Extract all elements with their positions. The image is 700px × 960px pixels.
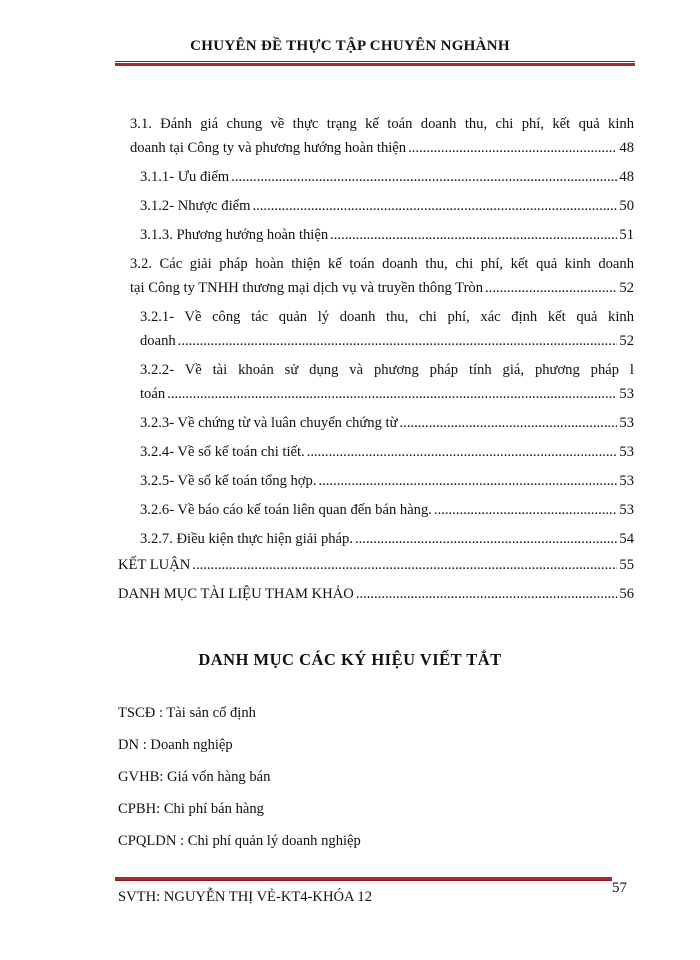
toc-entry-tai-lieu[interactable] — [118, 582, 634, 606]
toc-entry-3-2-7[interactable] — [118, 527, 634, 551]
toc-leader-dots — [307, 440, 618, 464]
abbreviation-item: GVHB: Giá vốn hàng bán — [118, 769, 271, 785]
toc-entry-3-1-2[interactable] — [118, 194, 634, 218]
toc-entry-text: 3.2.3- Về chứng từ và luân chuyển chứng từ — [140, 415, 398, 431]
toc-page-number: 48 — [619, 169, 634, 185]
toc-entry-text: 3.2. Các giải pháp hoàn thiện kế toán doanh thu, chi phí, kết quả kinh doanh — [130, 256, 634, 272]
abbreviation-item: DN : Doanh nghiệp — [118, 737, 233, 753]
toc-entry-3-1[interactable] — [118, 112, 634, 160]
header-title: CHUYÊN ĐỀ THỰC TẬP CHUYÊN NGHÀNH — [190, 38, 510, 54]
footer-student: SVTH: NGUYỄN THỊ VẺ-KT4-KHÓA 12 — [118, 889, 373, 905]
abbreviation-item: CPBH: Chi phí bán hàng — [118, 801, 264, 817]
toc-page-number: 53 — [619, 502, 634, 518]
toc-entry-3-2-5[interactable] — [118, 469, 634, 493]
abbreviation-item: CPQLDN : Chi phí quản lý doanh nghiệp — [118, 833, 361, 849]
toc-leader-dots — [252, 194, 617, 218]
toc-leader-dots — [400, 411, 618, 435]
toc-page-number: 51 — [619, 227, 634, 243]
toc-entry-3-1-3[interactable] — [118, 223, 634, 247]
footer-rule — [115, 876, 612, 881]
toc-entry-text: 3.2.7. Điều kiện thực hiện giải pháp. — [140, 531, 353, 547]
toc-leader-dots — [408, 136, 617, 160]
toc-entry-text: 3.2.5- Về sổ kế toán tổng hợp. — [140, 473, 317, 489]
toc-page-number: 55 — [619, 557, 634, 573]
toc-leader-dots — [318, 469, 617, 493]
toc-entry-text: tại Công ty TNHH thương mại dịch vụ và truyền thông Tròn — [130, 280, 484, 296]
toc-page-number: 48 — [619, 140, 634, 156]
toc-entry-3-2-4[interactable] — [118, 440, 634, 464]
toc-entry-text: DANH MỤC TÀI LIỆU THAM KHẢO — [118, 586, 354, 602]
toc-leader-dots — [167, 382, 617, 406]
toc-leader-dots — [192, 553, 617, 577]
toc-entry-text: 3.2.6- Về báo cáo kế toán liên quan đến bán hàng. — [140, 502, 432, 518]
toc-page-number: 52 — [619, 280, 634, 296]
toc-entry-ket-luan[interactable] — [118, 553, 634, 577]
toc-entry-text: 3.1. Đánh giá chung về thực trạng kế toán doanh thu, chi phí, kết quả kinh — [130, 116, 634, 132]
toc-entry-3-2-6[interactable] — [118, 498, 634, 522]
toc-entry-text: 3.2.2- Về tài khoản sử dụng và phương pháp tính giá, phương pháp l — [140, 362, 634, 378]
toc-page-number: 50 — [619, 198, 634, 214]
toc-page-number: 53 — [619, 386, 634, 402]
toc-leader-dots — [434, 498, 617, 522]
toc-entry-3-2[interactable] — [118, 252, 634, 300]
toc-page-number: 56 — [619, 586, 634, 602]
abbreviations-title: DANH MỤC CÁC KÝ HIỆU VIẾT TẮT — [198, 650, 502, 669]
header-rule — [115, 61, 635, 66]
toc-entry-text: KẾT LUẬN — [118, 557, 191, 573]
toc-entry-text: 3.1.1- Ưu điểm — [140, 169, 230, 185]
toc-entry-text: 3.1.2- Nhược điểm — [140, 198, 251, 214]
toc-entry-3-1-1[interactable] — [118, 165, 634, 189]
toc-entry-3-2-3[interactable] — [118, 411, 634, 435]
toc-entry-text: doanh tại Công ty và phương hướng hoàn thiện — [130, 140, 407, 156]
toc-entry-text: 3.2.1- Về công tác quản lý doanh thu, chi phí, xác định kết quả kinh — [140, 309, 634, 325]
toc-leader-dots — [178, 329, 618, 353]
toc-page-number: 53 — [619, 444, 634, 460]
toc-page-number: 54 — [619, 531, 634, 547]
abbreviation-item: TSCĐ : Tài sản cố định — [118, 705, 256, 721]
toc-leader-dots — [485, 276, 617, 300]
toc-page-number: 53 — [619, 415, 634, 431]
toc-entry-text: toán — [140, 386, 166, 402]
toc-leader-dots — [330, 223, 617, 247]
toc-page-number: 53 — [619, 473, 634, 489]
toc-entry-text: 3.2.4- Về sổ kế toán chi tiết. — [140, 444, 305, 460]
toc-leader-dots — [355, 527, 617, 551]
toc-page-number: 52 — [619, 333, 634, 349]
toc-entry-text: doanh — [140, 333, 176, 349]
toc-entry-3-2-2[interactable] — [118, 358, 634, 406]
toc-leader-dots — [356, 582, 618, 606]
footer-page-number: 57 — [612, 880, 627, 896]
toc-entry-text: 3.1.3. Phương hướng hoàn thiện — [140, 227, 329, 243]
table-of-contents — [118, 112, 634, 606]
toc-entry-3-2-1[interactable] — [118, 305, 634, 353]
toc-leader-dots — [231, 165, 617, 189]
